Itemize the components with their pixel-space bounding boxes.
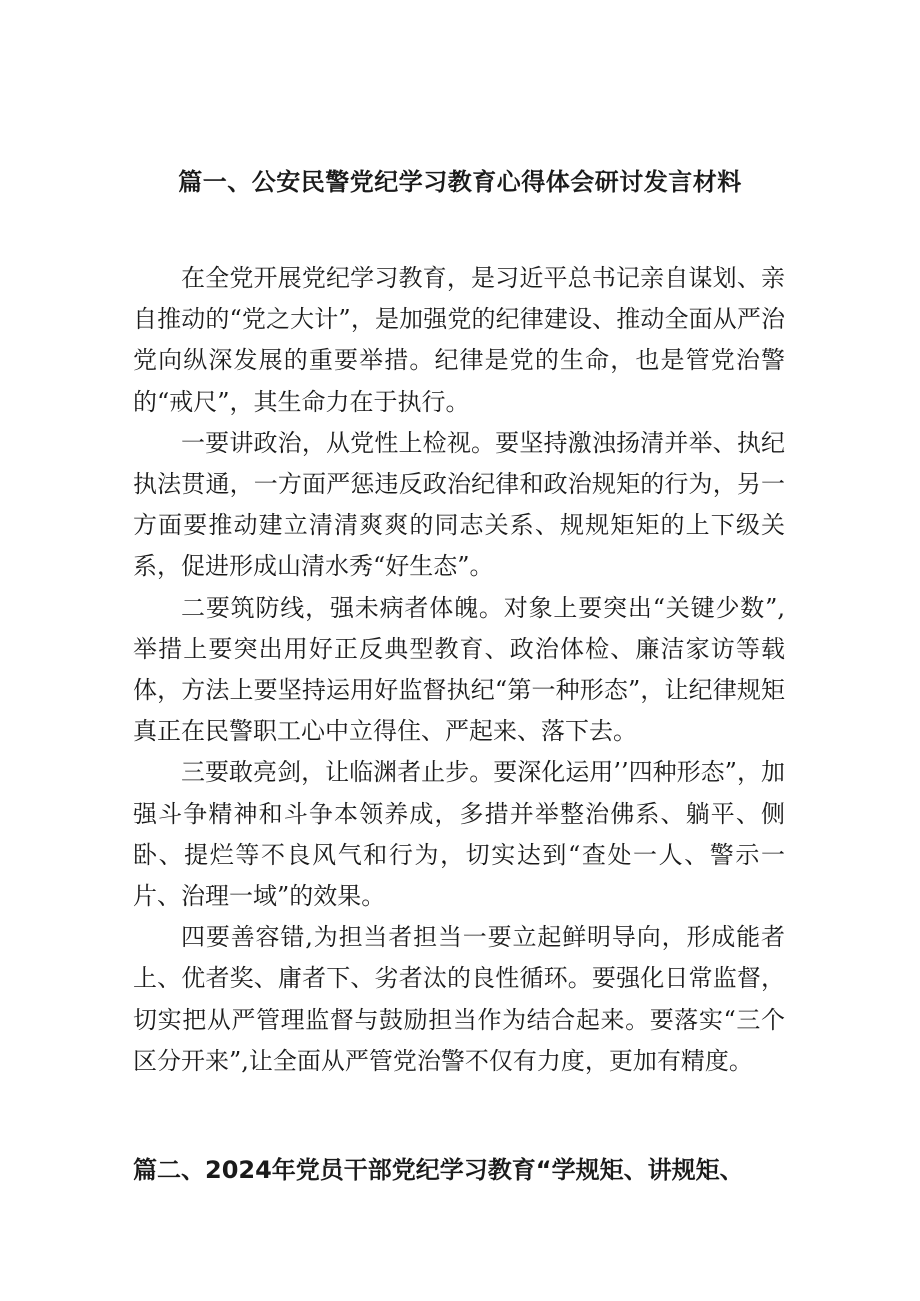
document-body <box>133 258 785 1082</box>
next-section-heading: 篇二、2024年党员干部党纪学习教育“学规矩、讲规矩、 <box>133 1156 744 1184</box>
paragraph-point-two: 二要筑防线，强未病者体魄。对象上要突出“关键少数”,举措上要突出用好正反典型教育、政治体检、廉洁家访等载体，方法上要坚持运用好监督执纪“第一种形态”，让纪律规矩真正在民警职工心中立得住、严起来、落下去。 <box>133 593 785 746</box>
paragraph-point-four: 四要善容错,为担当者担当一要立起鲜明导向，形成能者上、优者奖、庸者下、劣者汰的良性循环。要强化日常监督，切实把从严管理监督与鼓励担当作为结合起来。要落实“三个区分开来”,让全面从严管党治警不仅有力度，更加有精度。 <box>133 923 785 1075</box>
paragraph-point-one: 一要讲政治，从党性上检视。要坚持激浊扬清并举、执纪执法贯通，一方面严惩违反政治纪律和政治规矩的行为，另一方面要推动建立清清爽爽的同志关系、规规矩矩的上下级关系，促进形成山清水秀“好生态”。 <box>133 428 785 581</box>
paragraph-intro: 在全党开展党纪学习教育，是习近平总书记亲自谋划、亲自推动的“党之大计”，是加强党的纪律建设、推动全面从严治党向纵深发展的重要举措。纪律是党的生命，也是管党治警的“戒尺”，其生命力在于执行。 <box>133 264 785 416</box>
paragraph-point-three: 三要敢亮剑，让临渊者止步。要深化运用’’四种形态”，加强斗争精神和斗争本领养成，多措并举整治佛系、躺平、侧卧、提烂等不良风气和行为，切实达到“查处一人、警示一片、治理一域”的效果。 <box>133 758 785 911</box>
document-title: 篇一、公安民警党纪学习教育心得体会研讨发言材料 <box>178 168 742 196</box>
